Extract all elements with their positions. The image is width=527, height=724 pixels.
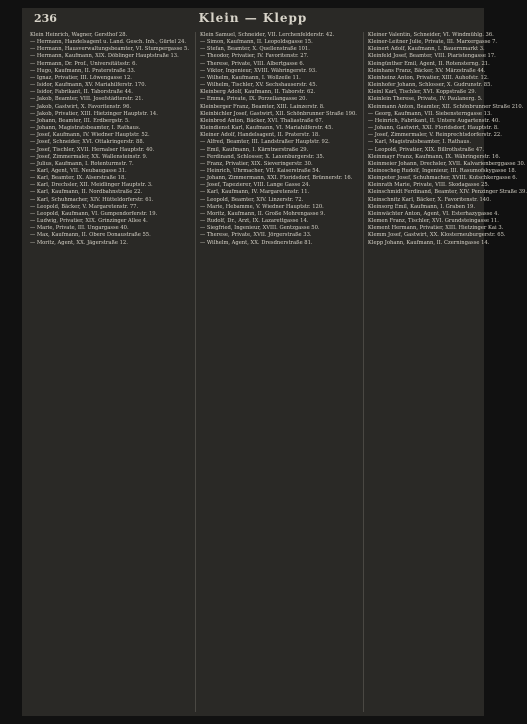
directory-entry: Kleinmeier Johann, Drechsler, XVII. Kalvarienberggasse 30. — [367, 160, 526, 167]
directory-entry: — Josef, Zimmermaler, V. Reinprechtsdorferstr. 22. — [367, 132, 502, 139]
directory-entry: — Heinrich, Fabrikant, II. Untere Augartenstr. 40. — [367, 117, 500, 124]
directory-entry: — Leopold, Kaufmann, VI. Gumpendorferstr. 19. — [30, 210, 158, 217]
directory-entry: — Hugo, Kaufmann, II. Praterstraße 33. — [30, 67, 136, 74]
directory-entry: — Karl, Beamter, IX. Alserstraße 18. — [30, 175, 126, 182]
directory-entry: — Wilhelm, Kaufmann, I. Wollzeile 11. — [199, 74, 301, 81]
directory-entry: Kleinpeter Josef, Schuhmacher, XVIII. Kutschkergasse 6. — [367, 175, 518, 182]
directory-entry: — Hermann, Handelsagent u. Land. Gesch. Inh., Gürtel 24. — [30, 39, 187, 46]
directory-entry: Kleinsorg Emil, Kaufmann, I. Graben 19. — [367, 203, 475, 210]
directory-entry: — Moritz, Agent, XX. Jägerstraße 12. — [30, 239, 128, 246]
directory-entry: — Franz, Privatier, XIX. Sieveringerstr. 30. — [199, 160, 313, 167]
directory-entry: — Heinrich, Uhrmacher, VII. Kaiserstraße 54. — [199, 167, 321, 174]
directory-entry: — Josef, Tapezierer, VIII. Lange Gasse 24. — [199, 182, 311, 189]
directory-columns — [30, 32, 527, 712]
directory-entry: — Julius, Kaufmann, I. Rotenturmstr. 7. — [30, 160, 134, 167]
directory-entry: Kleinbrod Anton, Bäcker, XVI. Thaliastraße 67. — [199, 117, 324, 124]
directory-entry: — Ferdinand, Schlosser, X. Laxenburgerstr. 35. — [199, 153, 325, 160]
directory-entry: — Viktor, Ingenieur, XVIII. Währingerstr. 93. — [199, 67, 317, 74]
directory-entry: — Karl, Kaufmann, IV. Margaretenstr. 11. — [199, 189, 310, 196]
directory-entry: — Jakob, Beamter, VIII. Josefstädterstr. 21. — [30, 96, 144, 103]
directory-entry: Kleinert Adolf, Kaufmann, I. Bauernmarkt 3. — [367, 46, 485, 53]
directory-entry: — Ludwig, Privatier, XIX. Grinzinger Allee 4. — [30, 218, 148, 225]
directory-entry: — Jakob, Privatier, XIII. Hietzinger Hauptstr. 14. — [30, 110, 158, 117]
directory-entry: — Max, Kaufmann, II. Obere Donaustraße 55. — [30, 232, 151, 239]
directory-entry: — Marie, Hebamme, V. Wiedner Hauptstr. 120. — [199, 203, 324, 210]
directory-entry: — Simon, Kaufmann, II. Leopoldsgasse 15. — [199, 39, 313, 46]
directory-entry: — Ignaz, Privatier, III. Löwengasse 12. — [30, 74, 132, 81]
directory-entry: Kleinoscheg Rudolf, Ingenieur, III. Rasumofskygasse 18. — [367, 167, 517, 174]
directory-entry: Kleinl Karl, Tischler, XVI. Koppstraße 29. — [367, 89, 477, 96]
directory-entry: Kleinhofer Johann, Schlosser, X. Gudrunstr. 85. — [367, 82, 493, 89]
directory-entry: — Karl, Magistratsbeamter, I. Rathaus. — [367, 139, 471, 146]
directory-entry: — Wilhelm, Tischler, XV. Sechshauserstr. 45. — [199, 82, 318, 89]
directory-entry: — Karl, Kaufmann, II. Nordbahnstraße 22. — [30, 189, 143, 196]
directory-entry: — Stefan, Beamter, X. Quellenstraße 101. — [199, 46, 310, 53]
directory-entry: — Theodor, Privatier, IV. Favoritenstr. 27. — [199, 53, 309, 60]
directory-entry: Klemen Franz, Tischler, XVI. Grundsteingasse 11. — [367, 218, 499, 225]
directory-entry: Kleinbichler Josef, Gastwirt, XII. Schönbrunner Straße 190. — [199, 110, 357, 117]
directory-entry: — Isidor, Kaufmann, XV. Mariahilferstr. 170. — [30, 82, 147, 89]
directory-entry: — Hermann, Hausverwaltungsbeamter, VI. Stumpergasse 5. — [30, 46, 189, 53]
directory-entry: Kleiner Adolf, Handelsagent, II. Praterstr. 18. — [199, 132, 320, 139]
directory-entry: — Emil, Kaufmann, I. Kärntnerstraße 29. — [199, 146, 309, 153]
directory-entry: Kleingünther Emil, Agent, II. Rotensterng. 21. — [367, 60, 490, 67]
directory-entry: Kleinrath Marie, Private, VIII. Skodagasse 25. — [367, 182, 490, 189]
directory-entry: — Siegfried, Ingenieur, XVIII. Gentzgasse 50. — [199, 225, 320, 232]
directory-entry: Kleinlein Therese, Private, IV. Paulanerg. 5. — [367, 96, 483, 103]
directory-entry: — Leopold, Bäcker, V. Margaretenstr. 77. — [30, 203, 139, 210]
directory-entry: Klepp Johann, Kaufmann, II. Czerningasse 14. — [367, 239, 490, 246]
directory-entry: — Moritz, Kaufmann, II. Große Mohrengasse 9. — [199, 210, 326, 217]
directory-entry: — Johann, Gastwirt, XXI. Floridsdorf, Hauptstr. 8. — [367, 125, 499, 132]
directory-entry: Klein Samuel, Schneider, VII. Lerchenfelderstr. 42. — [199, 32, 335, 38]
directory-entry: — Wilhelm, Agent, XX. Dresdnerstraße 81. — [199, 239, 313, 246]
directory-entry: Kleiner Valentin, Schneider, VI. Windmühlg. 36. — [367, 32, 494, 38]
directory-entry: — Georg, Kaufmann, VII. Siebensterngasse 13. — [367, 110, 492, 117]
directory-entry: — Josef, Schneider, XVI. Ottakringerstr. 88. — [30, 139, 145, 146]
directory-entry: — Leopold, Beamter, XIV. Linzerstr. 72. — [199, 196, 304, 203]
directory-entry: — Josef, Kaufmann, IV. Wiedner Hauptstr. 52. — [30, 132, 150, 139]
directory-entry: — Josef, Tischler, XVII. Hernalser Hauptstr. 40. — [30, 146, 155, 153]
directory-entry: — Leopold, Privatier, XIX. Billrothstraße 47. — [367, 146, 485, 153]
directory-entry: — Alfred, Beamter, III. Landstraßer Hauptstr. 92. — [199, 139, 330, 146]
page-header — [22, 8, 484, 30]
directory-entry: — Isidor, Fabrikant, II. Taborstraße 44. — [30, 89, 133, 96]
directory-entry: Kleinmann Anton, Beamter, XII. Schönbrunner Straße 210. — [367, 103, 524, 110]
directory-entry: — Karl, Schuhmacher, XIV. Hütteldorferstr. 61. — [30, 196, 154, 203]
directory-entry: — Johann, Beamter, III. Erdbergstr. 5. — [30, 117, 130, 124]
directory-entry: Kleinberg Adolf, Kaufmann, II. Taborstr. 62. — [199, 89, 316, 96]
directory-entry: — Rudolf, Dr., Arzt, IX. Lazarettgasse 14. — [199, 218, 309, 225]
directory-entry: Kleinwächter Anton, Agent, VI. Esterhazygasse 4. — [367, 210, 500, 217]
directory-entry: — Josef, Zimmermaler, XX. Wallensteinstr. 9. — [30, 153, 148, 160]
directory-entry: Kleiner-Leitner Julie, Private, III. Marxergasse 7. — [367, 39, 498, 46]
directory-entry: — Karl, Agent, VII. Neubaugasse 31. — [30, 167, 127, 174]
directory-entry: — Therese, Private, XVII. Jörgerstraße 33. — [199, 232, 312, 239]
directory-entry: Kleinschnitz Karl, Bäcker, X. Favoritenstr. 140. — [367, 196, 492, 203]
directory-entry: Klemm Josef, Gastwirt, XX. Klosterneuburgerstr. 65. — [367, 232, 506, 239]
directory-entry: — Hermann, Kaufmann, XIX. Döblinger Hauptstraße 13. — [30, 53, 179, 60]
directory-entry: Kleinfeld Josef, Beamter, VIII. Piaristengasse 17. — [367, 53, 496, 60]
column-1 — [30, 32, 189, 712]
directory-entry: — Johann, Magistratsbeamter, I. Rathaus. — [30, 125, 141, 132]
directory-entry: Kleinberger Franz, Beamter, XIII. Lainzerstr. 8. — [199, 103, 325, 110]
directory-entry: — Hermann, Dr. Prof., Universitätsstr. 6. — [30, 60, 138, 67]
directory-entry: — Johann, Zimmermann, XXI. Floridsdorf, Brünnerstr. 16. — [199, 175, 353, 182]
directory-entry: Klein Heinrich, Wagner, Gersthof 28. — [30, 32, 128, 38]
directory-page — [22, 8, 527, 716]
directory-entry: Kleinschmidt Ferdinand, Beamter, XIV. Penzinger Straße 39. — [367, 189, 527, 196]
directory-entry: — Marie, Private, III. Ungargasse 40. — [30, 225, 129, 232]
directory-entry: Kleindienst Karl, Kaufmann, VI. Mariahilferstr. 45. — [199, 125, 334, 132]
column-3 — [363, 32, 527, 712]
directory-entry: — Emma, Private, IX. Porzellangasse 20. — [199, 96, 308, 103]
directory-entry: — Karl, Drechsler, XII. Meidlinger Hauptstr. 3. — [30, 182, 153, 189]
directory-entry: — Jakob, Gastwirt, X. Favoritenstr. 96. — [30, 103, 132, 110]
directory-entry: Kleinmayr Franz, Kaufmann, IX. Währingerstr. 16. — [367, 153, 501, 160]
page-number: 236 — [34, 12, 57, 25]
column-2 — [195, 32, 357, 712]
directory-entry: Kleinheinz Anton, Privatier, XIII. Auhofstr. 12. — [367, 74, 489, 81]
directory-entry: Kleinhans Franz, Bäcker, XV. Märzstraße 44. — [367, 67, 486, 74]
directory-entry: — Therese, Private, VIII. Albertgasse 6. — [199, 60, 305, 67]
running-head: Klein — Klepp — [198, 11, 308, 25]
directory-entry: Klement Hermann, Privatier, XIII. Hietzinger Kai 3. — [367, 225, 504, 232]
